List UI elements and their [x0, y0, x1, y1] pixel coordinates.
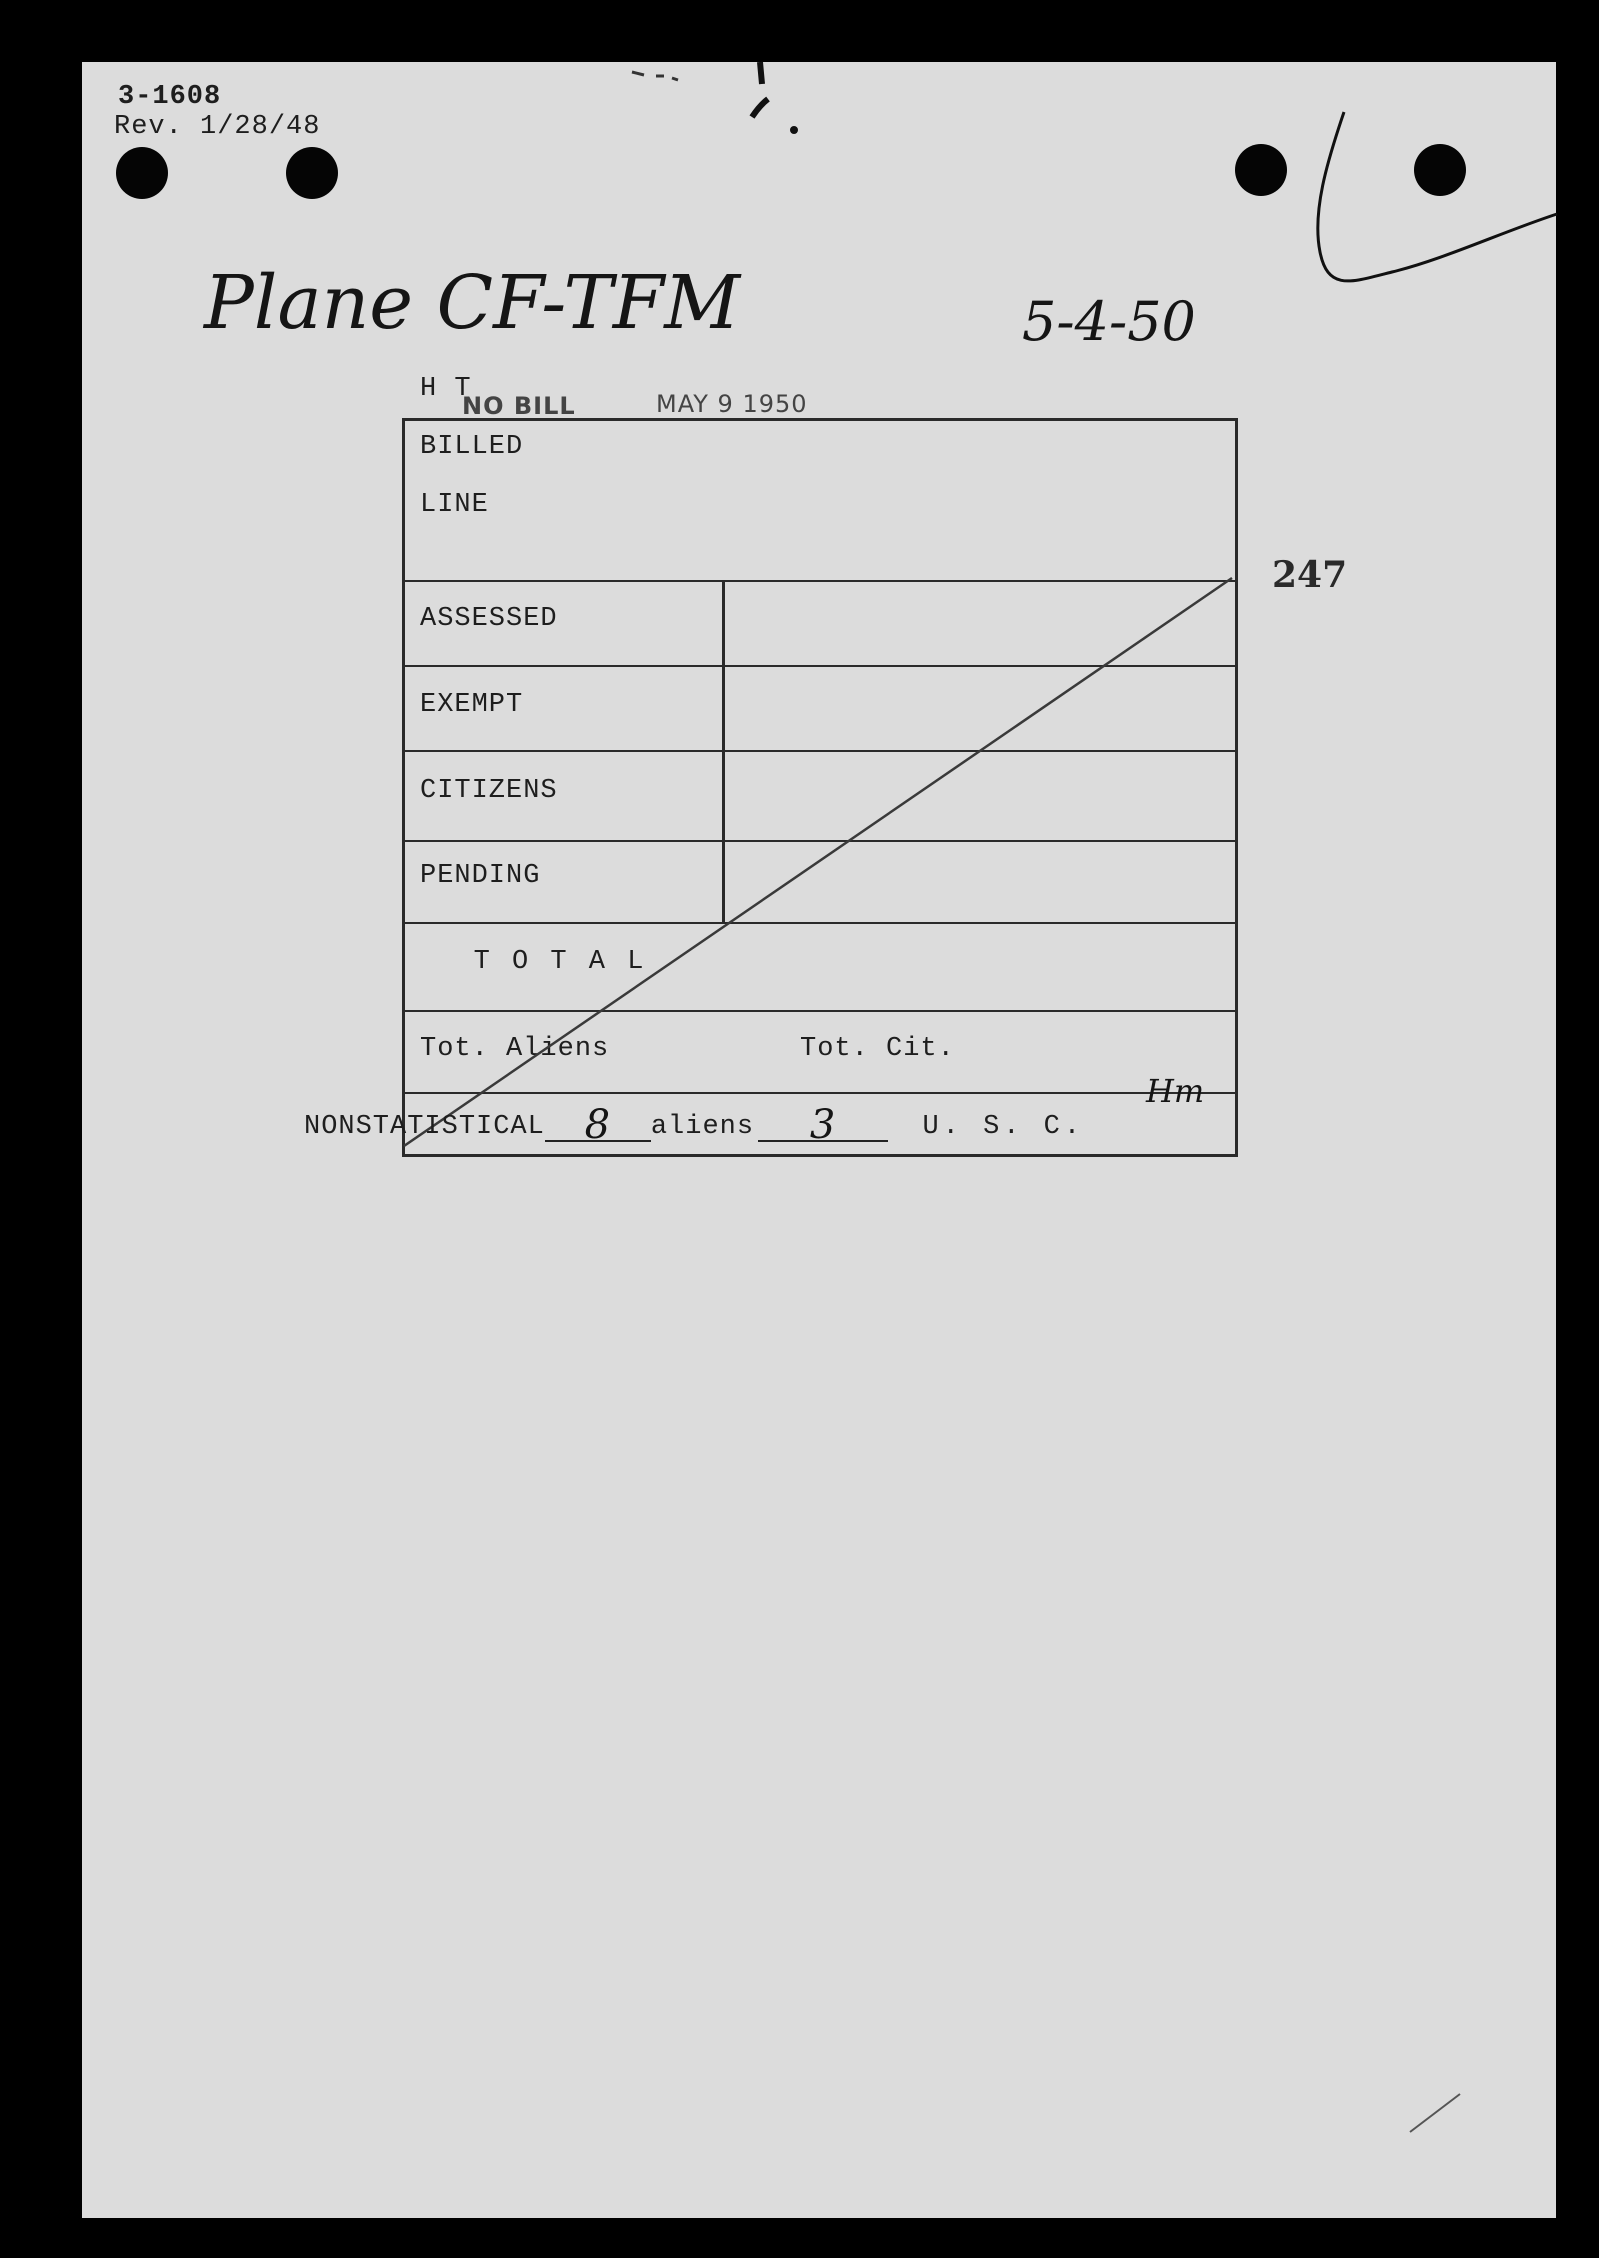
row-pending: PENDING [420, 861, 541, 891]
usc-count-field [758, 1102, 888, 1148]
header-line-ht: H T [420, 374, 472, 404]
document-page [82, 62, 1556, 2218]
header-line-billed: BILLED [420, 432, 524, 462]
handwritten-initials: Hm [1146, 1072, 1205, 1110]
nonstatistical-line [304, 1102, 1085, 1148]
usc-count: 3 [809, 1102, 837, 1148]
aliens-count-field [545, 1102, 651, 1148]
cancellation-line [82, 62, 1556, 1262]
total-label: T O T A L [473, 947, 647, 977]
form-revision: Rev. 1/28/48 [114, 112, 321, 142]
form-number: 3-1608 [118, 82, 222, 112]
handwritten-plane: Plane CF-TFM [204, 260, 741, 346]
handwritten-date: 5-4-50 [1022, 290, 1196, 353]
tot-aliens-label: Tot. Aliens [420, 1034, 610, 1064]
row-citizens: CITIZENS [420, 776, 558, 806]
usc-label: U. S. C. [922, 1112, 1085, 1142]
no-bill-stamp: NO BILL [462, 392, 576, 420]
row-exempt: EXEMPT [420, 690, 524, 720]
row-assessed: ASSESSED [420, 604, 558, 634]
date-stamp: MAY 9 1950 [656, 390, 808, 418]
aliens-count: 8 [584, 1102, 612, 1148]
page-number-stamp: 247 [1272, 554, 1348, 596]
stray-mark-bottom [1402, 2082, 1482, 2142]
aliens-label: aliens [650, 1112, 755, 1142]
header-line-line: LINE [420, 490, 489, 520]
nonstatistical-label: NONSTATISTICAL [304, 1112, 545, 1142]
tot-cit-label: Tot. Cit. [800, 1034, 955, 1064]
